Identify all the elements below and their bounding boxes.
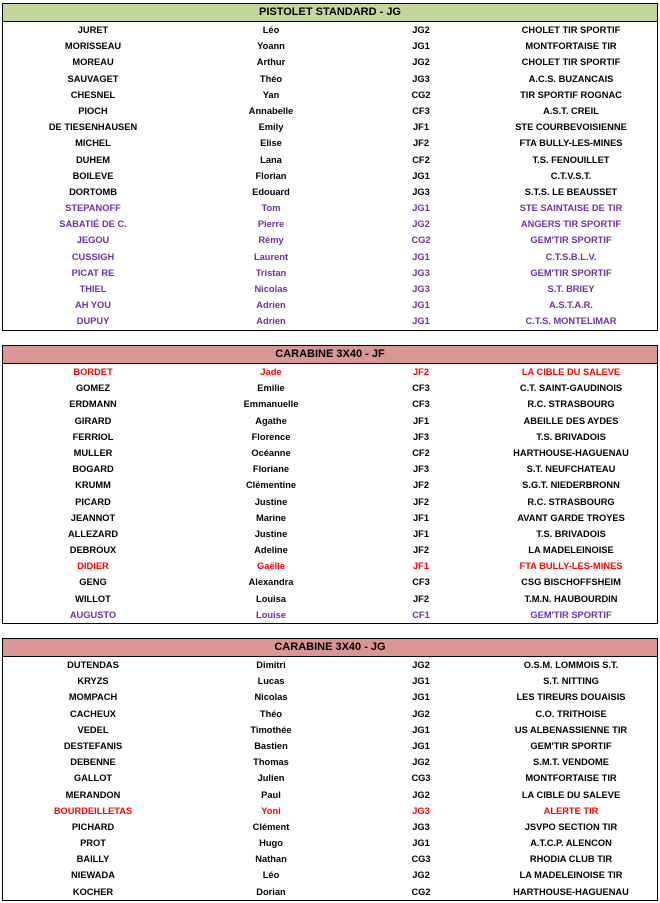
table-row — [3, 494, 657, 510]
athlete-club: C.T.S.B.L.V. — [545, 251, 597, 262]
athlete-firstname: Rémy — [258, 235, 284, 246]
athlete-category: CF1 — [412, 609, 430, 620]
athlete-category: JF2 — [412, 367, 430, 377]
athlete-lastname: BOILEVE — [72, 170, 114, 181]
athlete-club: T.S. BRIVADOIS — [536, 528, 606, 539]
table-row — [3, 429, 657, 445]
athlete-club: R.C. STRASBOURG — [527, 399, 615, 410]
athlete-firstname: Julien — [257, 773, 285, 784]
athlete-category: JG1 — [412, 203, 430, 214]
table-row — [3, 657, 657, 673]
athlete-category: JF2 — [412, 480, 430, 491]
athlete-lastname: BORDET — [73, 367, 113, 377]
athlete-firstname: Yoann — [257, 41, 285, 52]
section-carabine-3x40-jg — [2, 638, 658, 901]
table-row — [3, 706, 657, 722]
athlete-firstname: Laurent — [253, 251, 289, 262]
athlete-club: HARTHOUSE-HAGUENAU — [513, 447, 629, 458]
athlete-firstname: Marine — [256, 512, 286, 523]
table-row — [3, 281, 657, 297]
athlete-firstname: Tristan — [255, 267, 287, 278]
athlete-firstname: Thomas — [253, 757, 289, 768]
athlete-lastname: MOMPACH — [68, 692, 118, 703]
athlete-club: HARTHOUSE-HAGUENAU — [513, 886, 629, 897]
athlete-club: GEM'TIR SPORTIF — [530, 267, 612, 278]
athlete-club: MONTFORTAISE TIR — [525, 41, 617, 52]
athlete-lastname: DORTOMB — [69, 186, 117, 197]
athlete-category: CG2 — [411, 235, 431, 246]
athlete-category: JG2 — [412, 789, 430, 800]
athlete-lastname: FERRIOL — [72, 431, 114, 442]
athlete-firstname: Bastien — [254, 740, 288, 751]
athlete-club: T.M.N. HAUBOURDIN — [524, 593, 618, 604]
athlete-firstname: Théo — [259, 73, 283, 84]
athlete-firstname: Nicolas — [254, 284, 288, 294]
athlete-firstname: Emily — [258, 122, 284, 133]
athlete-club: S.T. NEUFCHATEAU — [526, 464, 616, 475]
results-list — [3, 657, 657, 900]
athlete-lastname: KOCHER — [72, 886, 114, 897]
athlete-category: JG1 — [412, 300, 430, 311]
athlete-club: A.S.T. CREIL — [543, 105, 599, 116]
table-row — [3, 396, 657, 412]
athlete-category: JF1 — [412, 561, 430, 572]
athlete-category: JG1 — [412, 676, 430, 687]
table-row — [3, 152, 657, 168]
athlete-category: CF3 — [412, 399, 430, 410]
athlete-category: JG2 — [412, 708, 430, 719]
athlete-lastname: PIOCH — [78, 105, 108, 116]
athlete-club: S.T. NITTING — [543, 676, 599, 687]
athlete-firstname: Edouard — [252, 186, 290, 197]
athlete-club: CSG BISCHOFFSHEIM — [521, 577, 621, 588]
table-row — [3, 574, 657, 590]
athlete-lastname: NIEWADA — [71, 870, 115, 881]
athlete-lastname: DUHEM — [75, 154, 111, 165]
athlete-lastname: CACHEUX — [70, 708, 116, 719]
athlete-firstname: Florian — [255, 170, 287, 181]
athlete-lastname: AH YOU — [75, 300, 111, 311]
athlete-club: LES TIREURS DOUAISIS — [516, 692, 626, 703]
athlete-lastname: GALLOT — [73, 773, 113, 784]
athlete-lastname: CHESNEL — [70, 89, 116, 100]
athlete-category: JG3 — [412, 186, 430, 197]
athlete-firstname: Yoni — [261, 805, 281, 816]
athlete-firstname: Florence — [251, 431, 291, 442]
athlete-lastname: SAUVAGET — [67, 73, 119, 84]
table-row — [3, 54, 657, 70]
athlete-category: JG1 — [412, 838, 430, 849]
table-row — [3, 200, 657, 216]
athlete-firstname: Louisa — [256, 593, 286, 604]
athlete-firstname: Adrien — [256, 300, 286, 311]
athlete-category: JG2 — [412, 25, 430, 35]
athlete-category: JG3 — [412, 73, 430, 84]
athlete-firstname: Jade — [260, 367, 282, 377]
athlete-club: C.T.V.S.T. — [550, 170, 592, 181]
athlete-club: ALERTE TIR — [543, 805, 599, 816]
athlete-category: CF3 — [412, 383, 430, 394]
athlete-firstname: Lana — [260, 154, 282, 165]
athlete-firstname: Océanne — [251, 447, 291, 458]
athlete-firstname: Nicolas — [254, 692, 288, 703]
table-row — [3, 445, 657, 461]
athlete-firstname: Lucas — [257, 676, 285, 687]
athlete-firstname: Dorian — [256, 886, 286, 897]
athlete-club: CHOLET TIR SPORTIF — [521, 25, 621, 35]
athlete-lastname: WILLOT — [75, 593, 111, 604]
section-title: PISTOLET STANDARD - JG — [3, 4, 657, 22]
athlete-club: A.S.T.A.R. — [549, 300, 593, 311]
athlete-club: S.T.S. LE BEAUSSET — [524, 186, 618, 197]
athlete-category: JG1 — [412, 316, 430, 327]
table-row — [3, 819, 657, 835]
table-row — [3, 770, 657, 786]
athlete-club: S.G.T. NIEDERBRONN — [522, 480, 620, 491]
athlete-club: AVANT GARDE TROYES — [517, 512, 625, 523]
athlete-lastname: PICHARD — [71, 821, 115, 832]
athlete-club: ABEILLE DES AYDES — [523, 415, 619, 426]
athlete-category: CG3 — [411, 854, 431, 865]
athlete-category: JG2 — [412, 660, 430, 670]
athlete-category: JF1 — [412, 415, 430, 426]
athlete-lastname: STEPANOFF — [65, 203, 121, 214]
athlete-firstname: Alexandra — [248, 577, 294, 588]
table-row — [3, 168, 657, 184]
athlete-category: JG3 — [412, 805, 430, 816]
athlete-firstname: Clément — [252, 821, 290, 832]
athlete-category: JF2 — [412, 138, 430, 149]
athlete-category: JG1 — [412, 724, 430, 735]
section-title: CARABINE 3X40 - JG — [3, 639, 657, 657]
table-row — [3, 71, 657, 87]
athlete-lastname: GOMEZ — [75, 383, 111, 394]
athlete-firstname: Adrien — [256, 316, 286, 327]
athlete-club: C.T.S. MONTELIMAR — [525, 316, 617, 327]
athlete-club: LA CIBLE DU SALEVE — [521, 789, 621, 800]
table-row — [3, 542, 657, 558]
athlete-firstname: Annabelle — [248, 105, 294, 116]
table-row — [3, 313, 657, 329]
athlete-club: O.S.M. LOMMOIS S.T. — [523, 660, 619, 670]
athlete-firstname: Dimitri — [256, 660, 286, 670]
table-row — [3, 38, 657, 54]
athlete-lastname: ALLEZARD — [67, 528, 119, 539]
athlete-club: R.C. STRASBOURG — [527, 496, 615, 507]
table-row — [3, 689, 657, 705]
athlete-lastname: JEANNOT — [70, 512, 116, 523]
athlete-lastname: VEDEL — [77, 724, 109, 735]
athlete-club: ANGERS TIR SPORTIF — [520, 219, 622, 230]
athlete-firstname: Hugo — [259, 838, 283, 849]
athlete-club: MONTFORTAISE TIR — [525, 773, 617, 784]
athlete-firstname: Justine — [254, 528, 288, 539]
results-list — [3, 22, 657, 330]
athlete-lastname: DIDIER — [77, 561, 109, 572]
table-row — [3, 22, 657, 38]
table-row — [3, 119, 657, 135]
table-row — [3, 461, 657, 477]
athlete-club: LA MADELEINOISE — [528, 545, 614, 556]
athlete-lastname: ERDMANN — [69, 399, 117, 410]
athlete-club: C.T. SAINT-GAUDINOIS — [519, 383, 623, 394]
table-row — [3, 413, 657, 429]
athlete-category: JF1 — [412, 122, 430, 133]
athlete-category: JG3 — [412, 821, 430, 832]
table-row — [3, 87, 657, 103]
athlete-firstname: Paul — [261, 789, 281, 800]
section-carabine-3x40-jf — [2, 345, 658, 624]
athlete-lastname: DE TIESENHAUSEN — [48, 122, 138, 133]
athlete-lastname: MICHEL — [75, 138, 111, 149]
table-row — [3, 249, 657, 265]
athlete-lastname: JEGOU — [76, 235, 110, 246]
table-row — [3, 216, 657, 232]
table-row — [3, 835, 657, 851]
athlete-club: RHODIA CLUB TIR — [529, 854, 613, 865]
athlete-category: JF3 — [412, 464, 430, 475]
athlete-club: STE COURBEVOISIENNE — [515, 122, 627, 133]
athlete-category: CF2 — [412, 154, 430, 165]
athlete-lastname: KRUMM — [75, 480, 111, 491]
athlete-firstname: Agathe — [255, 415, 287, 426]
table-row — [3, 607, 657, 623]
athlete-category: CF2 — [412, 447, 430, 458]
athlete-lastname: PICARD — [75, 496, 111, 507]
athlete-lastname: MOREAU — [72, 57, 114, 68]
athlete-category: JF3 — [412, 431, 430, 442]
table-row — [3, 738, 657, 754]
athlete-lastname: PROT — [80, 838, 106, 849]
results-list — [3, 364, 657, 623]
athlete-category: JG3 — [412, 267, 430, 278]
athlete-lastname: DESTEFANIS — [63, 740, 123, 751]
athlete-firstname: Emmanuelle — [243, 399, 299, 410]
athlete-lastname: THIEL — [79, 284, 107, 294]
athlete-category: JG1 — [412, 170, 430, 181]
athlete-category: JF2 — [412, 593, 430, 604]
athlete-club: A.T.C.P. ALENCON — [530, 838, 612, 849]
athlete-club: CHOLET TIR SPORTIF — [521, 57, 621, 68]
athlete-lastname: MULLER — [73, 447, 113, 458]
athlete-club: LA MADELEINOISE TIR — [519, 870, 623, 881]
athlete-category: CG3 — [411, 773, 431, 784]
table-row — [3, 184, 657, 200]
table-row — [3, 754, 657, 770]
athlete-category: JG1 — [412, 692, 430, 703]
athlete-lastname: PICAT RE — [71, 267, 115, 278]
athlete-club: GEM'TIR SPORTIF — [530, 740, 612, 751]
athlete-firstname: Léo — [262, 870, 280, 881]
table-row — [3, 297, 657, 313]
athlete-lastname: DUTENDAS — [67, 660, 119, 670]
athlete-category: JF1 — [412, 512, 430, 523]
athlete-firstname: Louise — [256, 609, 286, 620]
athlete-firstname: Elise — [260, 138, 282, 149]
athlete-firstname: Nathan — [255, 854, 287, 865]
athlete-lastname: MERANDON — [65, 789, 121, 800]
table-row — [3, 884, 657, 900]
athlete-lastname: GIRARD — [74, 415, 112, 426]
athlete-club: T.S. BRIVADOIS — [536, 431, 606, 442]
table-row — [3, 135, 657, 151]
section-pistolet-standard-jg — [2, 3, 658, 331]
table-row — [3, 526, 657, 542]
athlete-category: CF3 — [412, 577, 430, 588]
athlete-lastname: BAILLY — [76, 854, 110, 865]
athlete-category: CF3 — [412, 105, 430, 116]
athlete-firstname: Adeline — [254, 545, 288, 556]
athlete-club: JSVPO SECTION TIR — [524, 821, 618, 832]
athlete-firstname: Théo — [259, 708, 283, 719]
athlete-category: JG2 — [412, 870, 430, 881]
table-row — [3, 803, 657, 819]
athlete-lastname: AUGUSTO — [69, 609, 117, 620]
athlete-club: FTA BULLY-LES-MINES — [519, 138, 623, 149]
athlete-category: JF1 — [412, 528, 430, 539]
table-row — [3, 380, 657, 396]
table-row — [3, 867, 657, 883]
athlete-firstname: Clémentine — [245, 480, 297, 491]
table-row — [3, 558, 657, 574]
athlete-club: US ALBENASSIENNE TIR — [514, 724, 628, 735]
athlete-firstname: Tom — [261, 203, 281, 214]
athlete-firstname: Timothée — [250, 724, 292, 735]
athlete-club: GEM'TIR SPORTIF — [530, 235, 612, 246]
athlete-lastname: GENG — [79, 577, 107, 588]
athlete-lastname: DEBENNE — [70, 757, 116, 768]
athlete-firstname: Floriane — [252, 464, 290, 475]
athlete-firstname: Gaëlle — [257, 561, 285, 572]
athlete-firstname: Emilie — [257, 383, 285, 394]
table-row — [3, 673, 657, 689]
athlete-category: JF2 — [412, 496, 430, 507]
athlete-category: JG2 — [412, 219, 430, 230]
athlete-lastname: DUPUY — [76, 316, 110, 327]
athlete-firstname: Pierre — [257, 219, 285, 230]
athlete-category: JG1 — [412, 251, 430, 262]
table-row — [3, 232, 657, 248]
athlete-lastname: DEBROUX — [69, 545, 117, 556]
athlete-category: JF2 — [412, 545, 430, 556]
athlete-club: GEM'TIR SPORTIF — [530, 609, 612, 620]
athlete-firstname: Yan — [262, 89, 280, 100]
table-row — [3, 722, 657, 738]
athlete-club: C.O. TRITHOISE — [535, 708, 607, 719]
table-row — [3, 787, 657, 803]
table-row — [3, 591, 657, 607]
athlete-firstname: Léo — [262, 25, 280, 35]
athlete-lastname: MORISSEAU — [64, 41, 122, 52]
athlete-club: S.M.T. VENDOME — [533, 757, 609, 768]
section-title: CARABINE 3X40 - JF — [3, 346, 657, 364]
athlete-club: STE SAINTAISE DE TIR — [519, 203, 623, 214]
table-row — [3, 364, 657, 380]
athlete-category: JG1 — [412, 740, 430, 751]
table-row — [3, 103, 657, 119]
athlete-club: LA CIBLE DU SALEVE — [521, 367, 621, 377]
table-row — [3, 477, 657, 493]
athlete-category: JG2 — [412, 57, 430, 68]
athlete-firstname: Arthur — [256, 57, 286, 68]
athlete-lastname: BOGARD — [72, 464, 114, 475]
athlete-lastname: BOURDEILLETAS — [53, 805, 133, 816]
athlete-club: A.C.S. BUZANCAIS — [528, 73, 614, 84]
athlete-lastname: CUSSIGH — [71, 251, 115, 262]
athlete-category: CG2 — [411, 886, 431, 897]
athlete-lastname: SABATIÉ DE C. — [59, 219, 127, 230]
athlete-firstname: Justine — [254, 496, 288, 507]
athlete-category: JG3 — [412, 284, 430, 294]
athlete-club: FTA BULLY-LES-MINES — [519, 561, 623, 572]
athlete-category: JG1 — [412, 41, 430, 52]
table-row — [3, 510, 657, 526]
athlete-club: T.S. FENOUILLET — [532, 154, 610, 165]
athlete-club: TIR SPORTIF ROGNAC — [520, 89, 622, 100]
athlete-category: JG2 — [412, 757, 430, 768]
table-row — [3, 851, 657, 867]
table-row — [3, 265, 657, 281]
athlete-lastname: KRYZS — [77, 676, 109, 687]
athlete-category: CG2 — [411, 89, 431, 100]
athlete-club: S.T. BRIEY — [547, 284, 595, 294]
athlete-lastname: JURET — [77, 25, 109, 35]
